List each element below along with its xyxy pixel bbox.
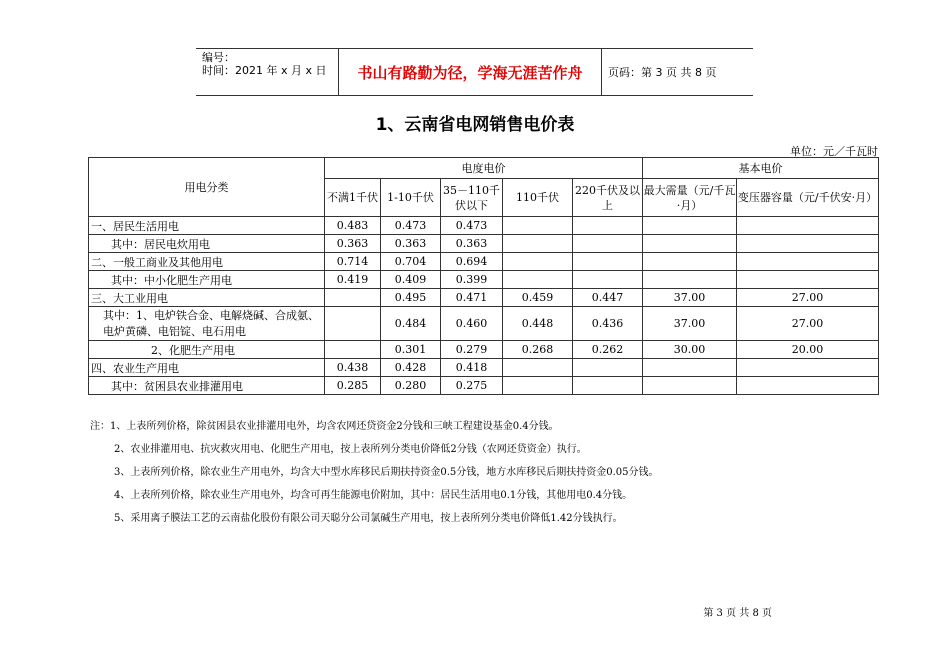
table-cell: 0.301 bbox=[381, 341, 441, 359]
table-cell: 0.279 bbox=[441, 341, 503, 359]
note-item: 3、上表所列价格，除农业生产用电外，均含大中型水库移民后期扶持资金0.5分钱，地方水库移民后期扶持资金0.05分钱。 bbox=[114, 467, 659, 478]
table-cell: 30.00 bbox=[643, 341, 737, 359]
table-cell bbox=[643, 253, 737, 271]
table-cell bbox=[643, 359, 737, 377]
header-motto: 书山有路勤为径，学海无涯苦作舟 bbox=[338, 49, 602, 95]
row-name: 二、一般工商业及其他用电 bbox=[89, 253, 325, 271]
table-cell bbox=[737, 359, 879, 377]
table-row bbox=[89, 235, 879, 253]
page-header bbox=[196, 48, 753, 96]
row-name: 其中：居民电炊用电 bbox=[89, 235, 325, 253]
table-cell: 0.483 bbox=[325, 217, 381, 235]
table-cell: 0.459 bbox=[503, 289, 573, 307]
notes bbox=[90, 415, 659, 530]
table-cell: 0.436 bbox=[573, 307, 643, 341]
table-cell bbox=[325, 341, 381, 359]
col-header: 最大需量（元/千瓦·月） bbox=[643, 179, 737, 217]
category-header: 用电分类 bbox=[89, 158, 325, 217]
energy-price-header: 电度电价 bbox=[325, 158, 643, 179]
table-cell: 0.275 bbox=[441, 377, 503, 395]
table-cell: 0.448 bbox=[503, 307, 573, 341]
table-cell bbox=[573, 271, 643, 289]
table-row bbox=[89, 341, 879, 359]
table-cell: 0.428 bbox=[381, 359, 441, 377]
table-cell bbox=[573, 235, 643, 253]
price-table bbox=[88, 157, 879, 395]
table-cell bbox=[643, 271, 737, 289]
table-cell bbox=[325, 289, 381, 307]
table-cell bbox=[325, 307, 381, 341]
header-page-label: 页码：第 3 页 共 8 页 bbox=[608, 66, 717, 79]
table-cell: 0.363 bbox=[381, 235, 441, 253]
header-left bbox=[196, 49, 338, 95]
note-item: 2、农业排灌用电、抗灾救灾用电、化肥生产用电，按上表所列分类电价降低2分钱（农网还贷资金）执行。 bbox=[114, 444, 587, 455]
table-cell: 20.00 bbox=[737, 341, 879, 359]
col-header: 1-10千伏 bbox=[381, 179, 441, 217]
date-label: 时间：2021 年 x 月 x 日 bbox=[202, 64, 327, 77]
row-name: 其中：贫困县农业排灌用电 bbox=[89, 377, 325, 395]
table-cell bbox=[573, 359, 643, 377]
table-cell bbox=[503, 377, 573, 395]
table-cell bbox=[737, 217, 879, 235]
table-cell: 0.484 bbox=[381, 307, 441, 341]
table-row bbox=[89, 307, 879, 341]
col-header: 变压器容量（元/千伏安·月） bbox=[737, 179, 879, 217]
table-cell bbox=[643, 235, 737, 253]
table-row bbox=[89, 217, 879, 235]
table-cell: 0.438 bbox=[325, 359, 381, 377]
table-cell: 0.419 bbox=[325, 271, 381, 289]
table-row bbox=[89, 271, 879, 289]
table-cell: 0.418 bbox=[441, 359, 503, 377]
table-cell: 0.280 bbox=[381, 377, 441, 395]
table-cell: 0.363 bbox=[325, 235, 381, 253]
table-cell bbox=[573, 217, 643, 235]
table-cell: 27.00 bbox=[737, 289, 879, 307]
table-cell: 0.409 bbox=[381, 271, 441, 289]
table-cell: 0.704 bbox=[381, 253, 441, 271]
col-header: 110千伏 bbox=[503, 179, 573, 217]
col-header: 不满1千伏 bbox=[325, 179, 381, 217]
table-row bbox=[89, 377, 879, 395]
page-footer: 第 3 页 共 8 页 bbox=[703, 608, 772, 619]
table-cell: 0.694 bbox=[441, 253, 503, 271]
table-cell: 0.399 bbox=[441, 271, 503, 289]
table-cell bbox=[737, 235, 879, 253]
col-header: 220千伏及以上 bbox=[573, 179, 643, 217]
page-title: 1、云南省电网销售电价表 bbox=[375, 115, 575, 135]
table-cell bbox=[503, 235, 573, 253]
table-cell: 0.447 bbox=[573, 289, 643, 307]
table-cell bbox=[573, 253, 643, 271]
note-item: 5、采用离子膜法工艺的云南盐化股份有限公司天聪分公司氯碱生产用电，按上表所列分类电价降低1.42分钱执行。 bbox=[114, 513, 623, 524]
table-cell bbox=[737, 253, 879, 271]
row-name: 三、大工业用电 bbox=[89, 289, 325, 307]
table-cell bbox=[643, 377, 737, 395]
table-cell: 0.268 bbox=[503, 341, 573, 359]
number-label: 编号： bbox=[202, 51, 235, 64]
table-cell bbox=[573, 377, 643, 395]
table-cell: 0.285 bbox=[325, 377, 381, 395]
note-item: 4、上表所列价格，除农业生产用电外，均含可再生能源电价附加，其中：居民生活用电0.1分钱，其他用电0.4分钱。 bbox=[114, 490, 633, 501]
table-cell bbox=[503, 217, 573, 235]
table-cell bbox=[737, 377, 879, 395]
table-cell: 27.00 bbox=[737, 307, 879, 341]
table-row bbox=[89, 289, 879, 307]
table-cell bbox=[503, 253, 573, 271]
table-cell: 0.471 bbox=[441, 289, 503, 307]
table-cell: 0.495 bbox=[381, 289, 441, 307]
table-cell bbox=[737, 271, 879, 289]
row-name: 四、农业生产用电 bbox=[89, 359, 325, 377]
table-row bbox=[89, 359, 879, 377]
note-item: 注：1、上表所列价格，除贫困县农业排灌用电外，均含农网还贷资金2分钱和三峡工程建设基金0.4分钱。 bbox=[90, 421, 559, 432]
basic-price-header: 基本电价 bbox=[643, 158, 879, 179]
row-name: 其中：1、电炉铁合金、电解烧碱、合成氨、电炉黄磷、电铝锭、电石用电 bbox=[89, 307, 325, 341]
table-cell: 0.460 bbox=[441, 307, 503, 341]
unit-label: 单位：元／千瓦时 bbox=[790, 145, 878, 158]
row-name: 一、居民生活用电 bbox=[89, 217, 325, 235]
table-cell: 0.473 bbox=[441, 217, 503, 235]
col-header: 35－110千伏以下 bbox=[441, 179, 503, 217]
table-cell bbox=[503, 271, 573, 289]
table-cell: 0.473 bbox=[381, 217, 441, 235]
table-cell: 0.714 bbox=[325, 253, 381, 271]
table-cell bbox=[643, 217, 737, 235]
table-cell: 0.363 bbox=[441, 235, 503, 253]
row-name: 其中：中小化肥生产用电 bbox=[89, 271, 325, 289]
table-cell bbox=[503, 359, 573, 377]
table-cell: 37.00 bbox=[643, 307, 737, 341]
row-name: 2、化肥生产用电 bbox=[89, 341, 325, 359]
table-cell: 37.00 bbox=[643, 289, 737, 307]
table-row bbox=[89, 253, 879, 271]
table-cell: 0.262 bbox=[573, 341, 643, 359]
